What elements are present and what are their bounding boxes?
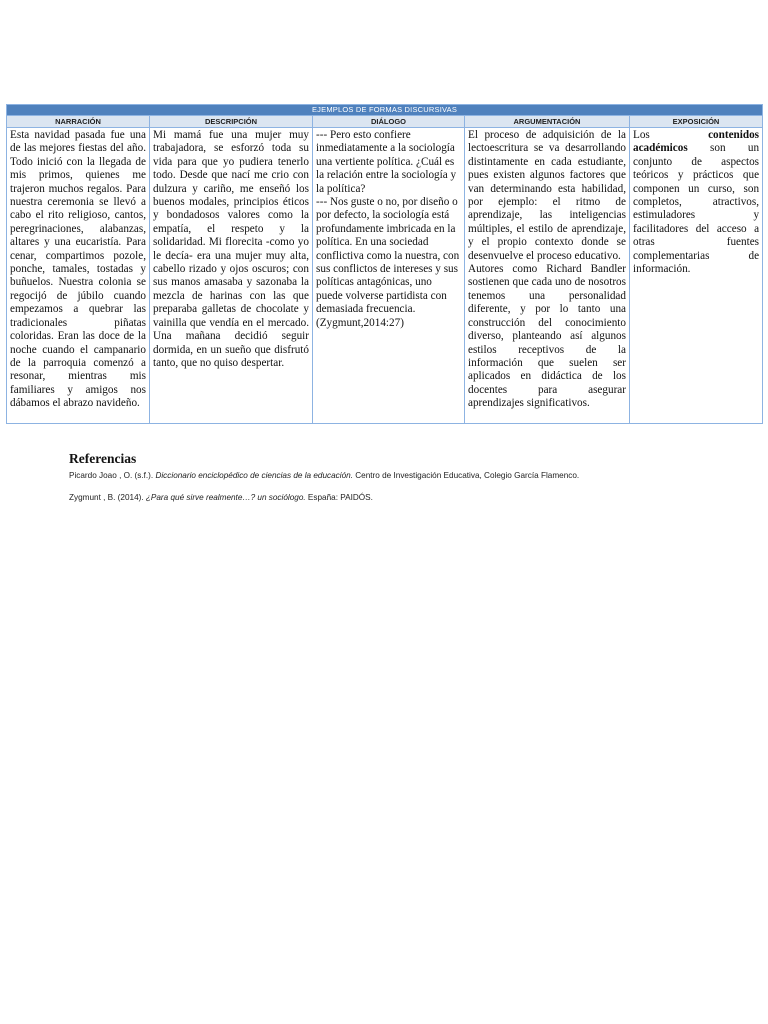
table-row: [7, 128, 763, 424]
cell-dialogo: [313, 128, 465, 424]
column-header-dialogo: DIÁLOGO: [313, 116, 465, 128]
dialogo-line-2: --- Nos guste o no, por diseño o por defecto, la sociología está profundamente imbricada en la política. En una sociedad conflictiva como la nuestra, con sus conflictos de intereses y sus políticas antagónicas, uno puede volverse partidista con demasiada frecuencia. (Zygmunt,2014:27): [316, 196, 460, 329]
argumentacion-paragraph-2: Autores como Richard Bandler sostienen que cada uno de nosotros tenemos una personalidad diferente, y por lo tanto una construcción del conocimiento diverso, planteando así algunos estilos receptivos de la información que suelen ser aplicados en didáctica de los docentes para asegurar aprendizajes significativos.: [468, 263, 626, 410]
discursive-forms-table: [6, 104, 763, 424]
column-header-narracion: NARRACIÓN: [7, 116, 150, 128]
references-heading: Referencias: [69, 451, 137, 466]
reference-2-work: ¿Para qué sirve realmente…? un sociólogo.: [145, 493, 306, 502]
reference-1-authors: Picardo Joao , O. (s.f.).: [69, 471, 156, 480]
reference-1-work: Diccionario enciclopédico de ciencias de la educación.: [155, 471, 353, 480]
table-title: EJEMPLOS DE FORMAS DISCURSIVAS: [7, 105, 763, 116]
reference-1-publisher: Centro de Investigación Educativa, Colegio García Flamenco.: [352, 471, 580, 480]
discursive-forms-table-wrapper: [6, 104, 762, 424]
cell-argumentacion: [465, 128, 630, 424]
dialogo-line-1: --- Pero esto confiere inmediatamente a la sociología una vertiente política. ¿Cuál es la relación entre la sociología y la política?: [316, 129, 457, 195]
cell-descripcion: Mi mamá fue una mujer muy trabajadora, se esforzó toda su vida para que yo pudiera tenerlo todo. Desde que nací me crio con dulzura y cariño, me enseñó los buenos modales, principios éticos y bondadosos valores como la empatía, el respeto y la solidaridad. Mi florecita -como yo le decía- era una mujer muy alta, cabello rizado y ojos oscuros; con sus manos amasaba y sazonaba la mezcla de harinas con las que preparaba galletas de chocolate y vainilla que vendía en el mercado. Una mañana decidió seguir dormida, en un sueño que disfrutó tanto, que no quiso despertar.: [150, 128, 313, 424]
exposicion-bold-term: contenidos académicos: [633, 129, 760, 155]
column-header-exposicion: EXPOSICIÓN: [630, 116, 763, 128]
reference-2: [69, 493, 373, 502]
column-header-descripcion: DESCRIPCIÓN: [150, 116, 313, 128]
reference-2-authors: Zygmunt , B. (2014).: [69, 493, 146, 502]
reference-1: [69, 471, 579, 480]
column-header-argumentacion: ARGUMENTACIÓN: [465, 116, 630, 128]
cell-exposicion: [630, 128, 763, 424]
exposicion-text-rest: son un conjunto de aspectos teóricos y prácticos que componen un curso, son completos, atractivos, estimuladores y facilitadores del acceso a otras fuentes complementarias de información.: [633, 142, 760, 276]
argumentacion-paragraph-1: El proceso de adquisición de la lectoescritura se va desarrollando distintamente en cada estudiante, pues existen algunos factores que van determinando esta habilidad, por ejemplo: el ritmo de aprendizaje, las inteligencias múltiples, el estilo de aprendizaje, y el propio contexto donde se desenvuelve el proceso educativo.: [468, 129, 626, 262]
cell-narracion: Esta navidad pasada fue una de las mejores fiestas del año. Todo inició con la llegada de mis primos, quienes me trajeron muchos regalos. Para nuestra ceremonia se llevó a cabo el rito religioso, cantos, peregrinaciones, alabanzas, altares y una eucaristía. Para cenar, compartimos pozole, ponche, tamales, tostadas y buñuelos. Nuestra colonia se regocijó de júbilo cuando empezamos a quebrar las tradicionales piñatas coloridas. Eran las doce de la noche cuando el campanario de la parroquia comenzó a resonar, mientras mis familiares y amigos nos dábamos el abrazo navideño.: [7, 128, 150, 424]
exposicion-text-start: Los: [633, 129, 709, 141]
reference-2-publisher: España: PAIDÓS.: [305, 493, 373, 502]
